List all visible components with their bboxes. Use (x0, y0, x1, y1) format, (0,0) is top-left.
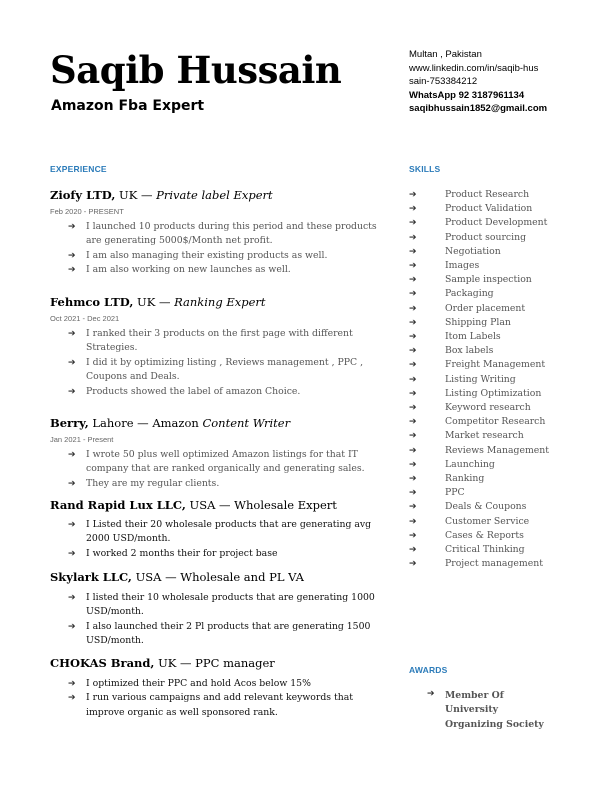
skill-item (409, 373, 579, 387)
arrow-right-icon: ➔ (409, 346, 417, 357)
skill-label: Listing Writing (445, 373, 516, 385)
arrow-right-icon: ➔ (409, 545, 417, 556)
job-header (50, 570, 380, 584)
skill-item (409, 330, 579, 344)
job-company: Fehmco LTD, (50, 295, 134, 309)
arrow-right-icon: ➔ (409, 275, 417, 286)
job-header (50, 188, 380, 202)
job-company: Berry, (50, 416, 89, 430)
arrow-right-icon: ➔ (68, 265, 76, 276)
job-entry (50, 570, 380, 649)
skill-item (409, 316, 579, 330)
arrow-right-icon: ➔ (68, 250, 76, 261)
skill-label: Critical Thinking (445, 544, 525, 556)
arrow-right-icon: ➔ (68, 693, 76, 704)
arrow-right-icon: ➔ (409, 218, 417, 229)
arrow-right-icon: ➔ (409, 474, 417, 485)
arrow-right-icon: ➔ (68, 329, 76, 339)
skill-label: Market research (445, 430, 524, 442)
arrow-right-icon: ➔ (68, 593, 76, 603)
skill-item (409, 202, 579, 216)
contact-location: Multan , Pakistan (409, 49, 482, 60)
job-date: Feb 2020 - PRESENT (50, 207, 124, 216)
skill-label: Order placement (445, 302, 526, 314)
arrow-right-icon: ➔ (409, 246, 417, 257)
job-location: UK — (115, 188, 157, 202)
arrow-right-icon: ➔ (409, 374, 417, 385)
skill-label: Freight Management (445, 359, 546, 371)
skill-item (409, 273, 579, 287)
skill-item (409, 358, 579, 372)
award-item (427, 689, 567, 732)
skill-item (409, 557, 579, 571)
skill-item (409, 188, 579, 202)
job-company: Rand Rapid Lux LLC, (50, 498, 186, 512)
skill-label: Box labels (445, 345, 494, 357)
skill-label: Ranking (445, 473, 485, 485)
contact-linkedin-line2[interactable]: sain-753384212 (409, 76, 478, 87)
job-company: CHOKAS Brand, (50, 656, 155, 670)
arrow-right-icon: ➔ (409, 431, 417, 442)
skill-item (409, 344, 579, 358)
skill-item (409, 515, 579, 529)
skill-label: Deals & Coupons (445, 501, 527, 513)
skill-label: Launching (445, 458, 495, 470)
arrow-right-icon: ➔ (68, 450, 76, 460)
job-entry (50, 188, 380, 278)
contact-block (409, 48, 549, 116)
contact-email[interactable]: saqibhussain1852@gmail.com (409, 103, 548, 114)
skill-item (409, 529, 579, 543)
skill-label: Itom Labels (445, 331, 501, 343)
candidate-title: Amazon Fba Expert (51, 98, 205, 114)
job-location: UK — PPC manager (154, 656, 275, 670)
job-header (50, 656, 380, 670)
job-header (50, 295, 380, 309)
skill-item (409, 444, 579, 458)
arrow-right-icon: ➔ (409, 502, 417, 513)
arrow-right-icon: ➔ (68, 520, 76, 530)
skill-label: Keyword research (445, 402, 531, 414)
skill-label: Product Research (445, 189, 530, 200)
job-bullet: ➔ I launched 10 products during this period and these products are generating 5000$/Month net profit. (68, 221, 377, 247)
skill-item (409, 500, 579, 514)
arrow-right-icon: ➔ (409, 530, 417, 541)
skill-label: Negotiation (445, 245, 501, 257)
skill-label: Sample inspection (445, 274, 532, 286)
arrow-right-icon: ➔ (409, 360, 417, 371)
job-company: Skylark LLC, (50, 570, 132, 584)
skill-label: Listing Optimization (445, 387, 542, 399)
arrow-right-icon: ➔ (409, 303, 417, 314)
arrow-right-icon: ➔ (409, 204, 417, 215)
skill-label: Cases & Reports (445, 529, 524, 541)
candidate-name: Saqib Hussain (50, 48, 342, 92)
awards-heading: AWARDS (409, 665, 448, 675)
skill-label: Competitor Research (445, 416, 546, 428)
job-bullet: ➔ I run various campaigns and add relevant keywords that improve organic as well sponsored rank. (68, 692, 354, 718)
job-header (50, 416, 380, 430)
job-bullet: ➔ I am also working on new launches as well. (50, 263, 380, 277)
skill-label: Project management (445, 558, 543, 570)
skill-label: Product Validation (445, 203, 533, 215)
skill-item (409, 259, 579, 273)
arrow-right-icon: ➔ (68, 621, 76, 632)
arrow-right-icon: ➔ (68, 357, 76, 368)
skills-list (409, 188, 579, 571)
job-bullet: ➔ They are my regular clients. (50, 477, 380, 491)
skill-item (409, 429, 579, 443)
skill-item (409, 472, 579, 486)
job-bullet: ➔ Products showed the label of amazon Choice. (50, 385, 380, 399)
job-date: Jan 2021 - Present (50, 435, 114, 444)
skill-label: Customer Service (445, 515, 530, 527)
job-entry (50, 416, 380, 491)
job-bullet: ➔ I Listed their 20 wholesale products that are generating avg 2000 USD/month. (68, 519, 372, 545)
skill-label: Images (445, 260, 480, 272)
skill-item (409, 231, 579, 245)
skill-item (409, 401, 579, 415)
job-entry (50, 656, 380, 720)
job-location: UK — (133, 295, 175, 309)
job-bullet: ➔ I wrote 50 plus well optimized Amazon listings for that IT company that are ranked organically and generating sales. (68, 449, 365, 475)
skill-item (409, 458, 579, 472)
job-bullet: ➔ I listed their 10 wholesale products that are generating 1000 USD/month. (68, 592, 375, 618)
experience-heading: EXPERIENCE (50, 164, 107, 174)
arrow-right-icon: ➔ (68, 222, 76, 232)
arrow-right-icon: ➔ (409, 459, 417, 470)
job-entry (50, 295, 380, 399)
arrow-right-icon: ➔ (409, 332, 417, 343)
contact-linkedin[interactable] (409, 62, 549, 89)
job-bullet: ➔ I am also managing their existing products as well. (50, 249, 380, 263)
contact-linkedin-line1[interactable]: www.linkedin.com/in/saqib-hus (409, 62, 539, 74)
arrow-right-icon: ➔ (409, 516, 417, 527)
arrow-right-icon: ➔ (409, 417, 417, 428)
job-date: Oct 2021 - Dec 2021 (50, 314, 120, 323)
job-role: Private label Expert (156, 188, 273, 202)
skill-label: Packaging (445, 288, 494, 300)
skill-item (409, 216, 579, 230)
job-bullet: ➔ I did it by optimizing listing , Reviews management , PPC , Coupons and Deals. (68, 356, 364, 383)
arrow-right-icon: ➔ (427, 689, 435, 699)
arrow-right-icon: ➔ (409, 388, 417, 399)
skill-item (409, 245, 579, 259)
job-bullet: ➔ I also launched their 2 Pl products that are generating 1500 USD/month. (68, 620, 371, 647)
skill-item (409, 302, 579, 316)
skill-label: Product sourcing (445, 231, 527, 243)
skill-label: PPC (445, 487, 465, 499)
skill-item (409, 543, 579, 557)
skill-item (409, 287, 579, 301)
skill-item (409, 486, 579, 500)
award-text: Member Of University Organizing Society (445, 690, 544, 730)
job-role: Content Writer (202, 416, 291, 430)
skill-label: Reviews Management (445, 444, 549, 456)
arrow-right-icon: ➔ (409, 289, 417, 300)
arrow-right-icon: ➔ (68, 679, 76, 689)
arrow-right-icon: ➔ (409, 488, 417, 499)
arrow-right-icon: ➔ (409, 403, 417, 414)
job-entry (50, 498, 380, 561)
arrow-right-icon: ➔ (409, 261, 417, 272)
arrow-right-icon: ➔ (409, 190, 417, 200)
arrow-right-icon: ➔ (68, 386, 76, 397)
contact-whatsapp: WhatsApp 92 3187961134 (409, 89, 525, 101)
skill-item (409, 415, 579, 429)
arrow-right-icon: ➔ (409, 559, 417, 570)
job-location: USA — Wholesale Expert (185, 498, 337, 512)
job-bullet: ➔ I ranked their 3 products on the first page with different Strategies. (68, 328, 353, 354)
job-location: Lahore — Amazon (88, 416, 203, 430)
job-location: USA — Wholesale and PL VA (131, 570, 304, 584)
arrow-right-icon: ➔ (68, 548, 76, 559)
job-company: Ziofy LTD, (50, 188, 116, 202)
job-role: Ranking Expert (174, 295, 266, 309)
arrow-right-icon: ➔ (409, 232, 417, 243)
arrow-right-icon: ➔ (68, 478, 76, 489)
job-bullet: ➔ I optimized their PPC and hold Acos below 15% (50, 677, 380, 691)
job-header (50, 498, 380, 512)
arrow-right-icon: ➔ (409, 317, 417, 328)
job-bullet: ➔ I worked 2 months their for project base (50, 547, 380, 561)
skill-label: Product Development (445, 217, 548, 229)
skill-item (409, 387, 579, 401)
arrow-right-icon: ➔ (409, 445, 417, 456)
skill-label: Shipping Plan (445, 316, 511, 328)
skills-heading: SKILLS (409, 164, 441, 174)
